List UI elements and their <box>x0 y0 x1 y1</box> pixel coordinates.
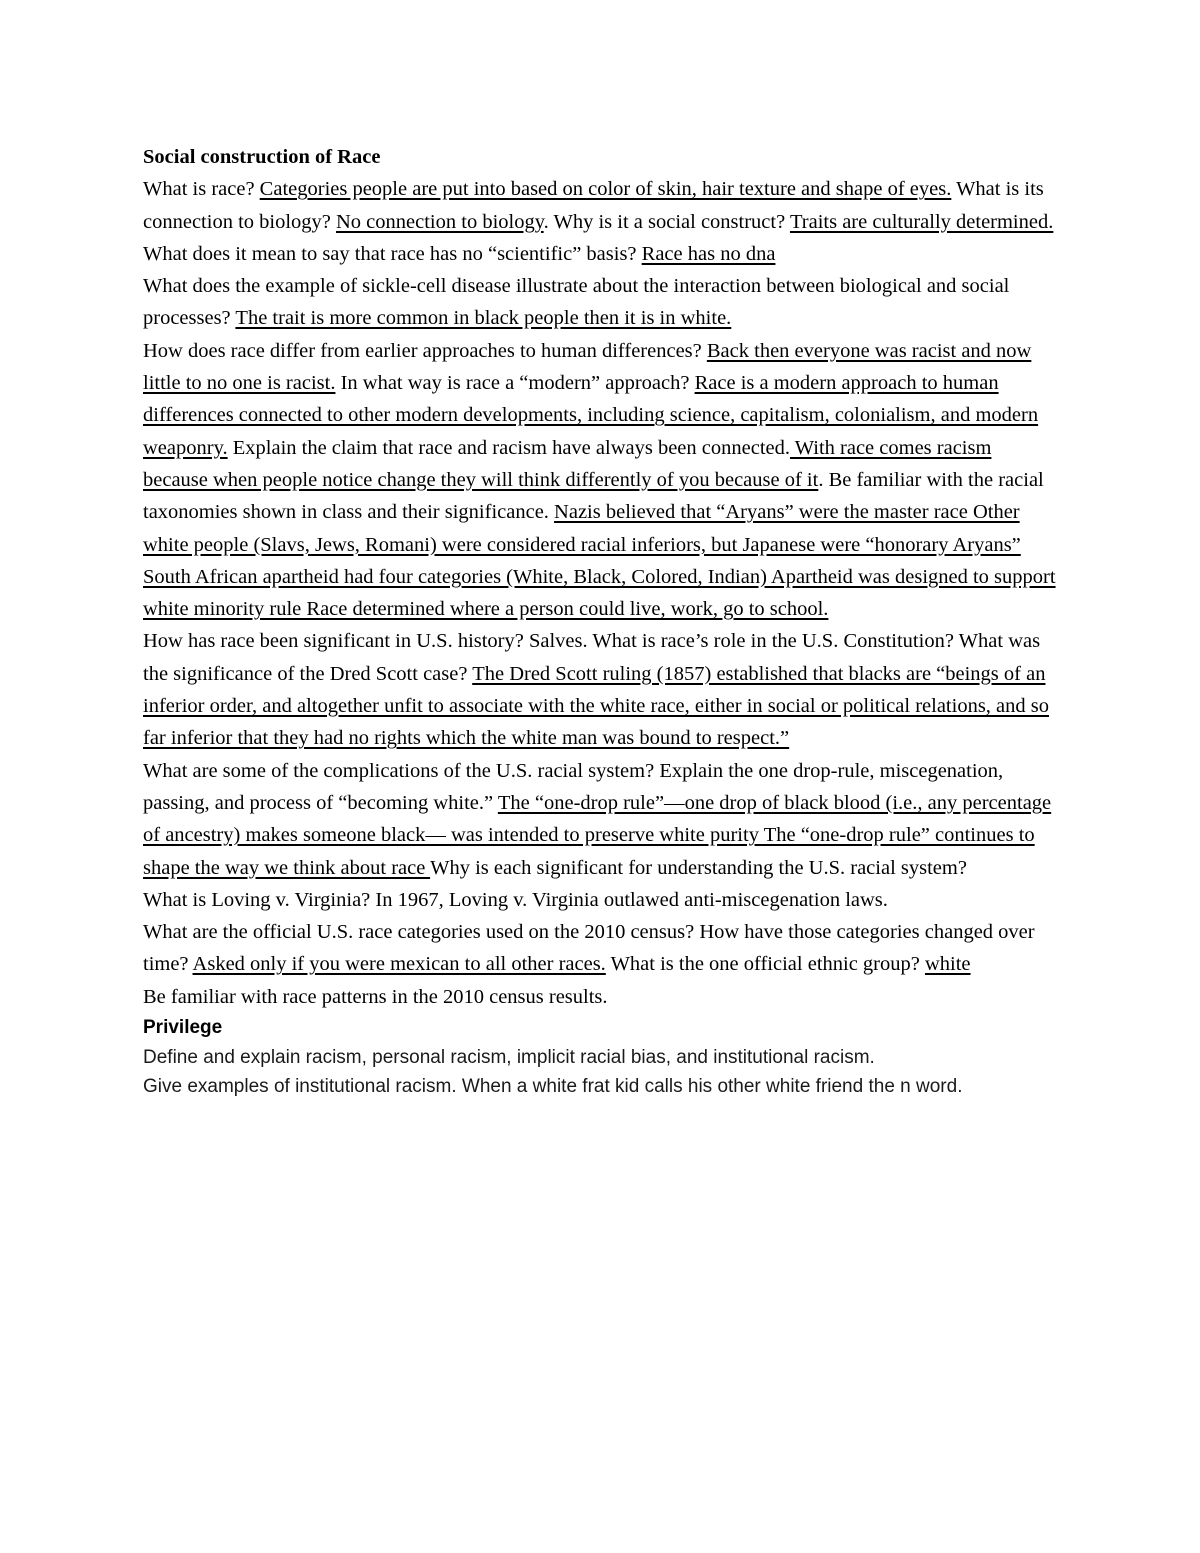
answer-text: With race comes racism because when people notice change they will think differently of you because of it <box>143 436 992 491</box>
answer-text: No connection to biology <box>336 210 544 233</box>
section-heading-race: Social construction of Race <box>143 146 381 168</box>
question-text: . Why is it a social construct? <box>543 210 790 233</box>
answer-text: Traits are culturally determined. <box>789 210 1054 233</box>
question-text: What is its connection to biology? <box>143 178 1044 233</box>
section-heading-privilege: Privilege <box>143 1017 223 1039</box>
answer-text: white <box>924 953 971 976</box>
question-text: What are the official U.S. race categories used on the 2010 census? How have those categories changed over time? <box>143 921 1035 976</box>
question-text: Explain the claim that race and racism have always been connected. <box>227 436 790 459</box>
question-text: What is race? <box>143 178 260 201</box>
question-text: How has race been significant in U.S. history? Salves. What is race’s role in the U.S. Constitution? What was the significance of the Dred Scott case? <box>143 630 1041 685</box>
paragraph-one-drop-rule <box>143 755 1058 884</box>
question-text: What does the example of sickle-cell disease illustrate about the interaction between biological and social processes? <box>143 275 1010 330</box>
paragraph-census-results: Be familiar with race patterns in the 2010 census results. <box>143 985 608 1008</box>
question-text: . Be familiar with the racial taxonomies shown in class and their significance. <box>143 468 1044 524</box>
answer-text: The “one-drop rule”—one drop of black blood (i.e., any percentage of ancestry) makes someone black— was intended to preserve white purity The “one-drop rule” continues to shape the way we think about race <box>143 791 1052 879</box>
question-text: In what way is race a “modern” approach? <box>335 372 695 395</box>
paragraph-modern-approach <box>143 335 1058 626</box>
question-text: How does race differ from earlier approaches to human differences? <box>143 339 707 362</box>
paragraph-scientific-basis <box>143 238 1058 270</box>
answer-text: Nazis believed that “Aryans” were the master race Other white people (Slavs, Jews, Romani) were considered racial inferiors, but Japanese were “honorary Aryans” South African apartheid had four categories (White, Black, Colored, Indian) Apartheid was designed to support white minority rule Race determined where a person could live, work, go to school. <box>143 501 1056 621</box>
paragraph-us-history <box>143 625 1058 754</box>
answer-text: Race is a modern approach to human differences connected to other modern developments, including science, capitalism, colonialism, and modern weaponry. <box>143 372 1039 459</box>
paragraph-census-categories <box>143 916 1058 981</box>
answer-text: Race has no dna <box>641 242 776 265</box>
document-page <box>143 141 1058 1102</box>
answer-text: The Dred Scott ruling (1857) established that blacks are “beings of an inferior order, and altogether unfit to associate with the white race, either in social or political relations, and so far inferior that they had no rights which the white man was bound to respect.” <box>143 662 1049 750</box>
answer-text: Categories people are put into based on color of skin, hair texture and shape of eyes. <box>259 178 952 201</box>
question-text: What is the one official ethnic group? <box>605 953 925 976</box>
paragraph-define-racism: Define and explain racism, personal racism, implicit racial bias, and institutional racism. <box>143 1046 875 1068</box>
answer-text: Back then everyone was racist and now little to no one is racist. <box>143 339 1032 395</box>
question-text: What are some of the complications of the U.S. racial system? Explain the one drop-rule, miscegenation, passing, and process of “becoming white.” <box>143 759 1004 814</box>
paragraph-race-definition <box>143 173 1058 238</box>
paragraph-sickle-cell <box>143 270 1058 335</box>
paragraph-institutional-examples: Give examples of institutional racism. When a white frat kid calls his other white friend the n word. <box>143 1076 963 1098</box>
answer-text: The trait is more common in black people then it is in white. <box>235 307 732 330</box>
answer-text: Asked only if you were mexican to all other races. <box>192 953 606 976</box>
question-text: Why is each significant for understanding the U.S. racial system? <box>430 856 967 879</box>
paragraph-loving-v-virginia: What is Loving v. Virginia? In 1967, Loving v. Virginia outlawed anti-miscegenation laws. <box>143 888 888 911</box>
question-text: What does it mean to say that race has no “scientific” basis? <box>143 242 642 265</box>
